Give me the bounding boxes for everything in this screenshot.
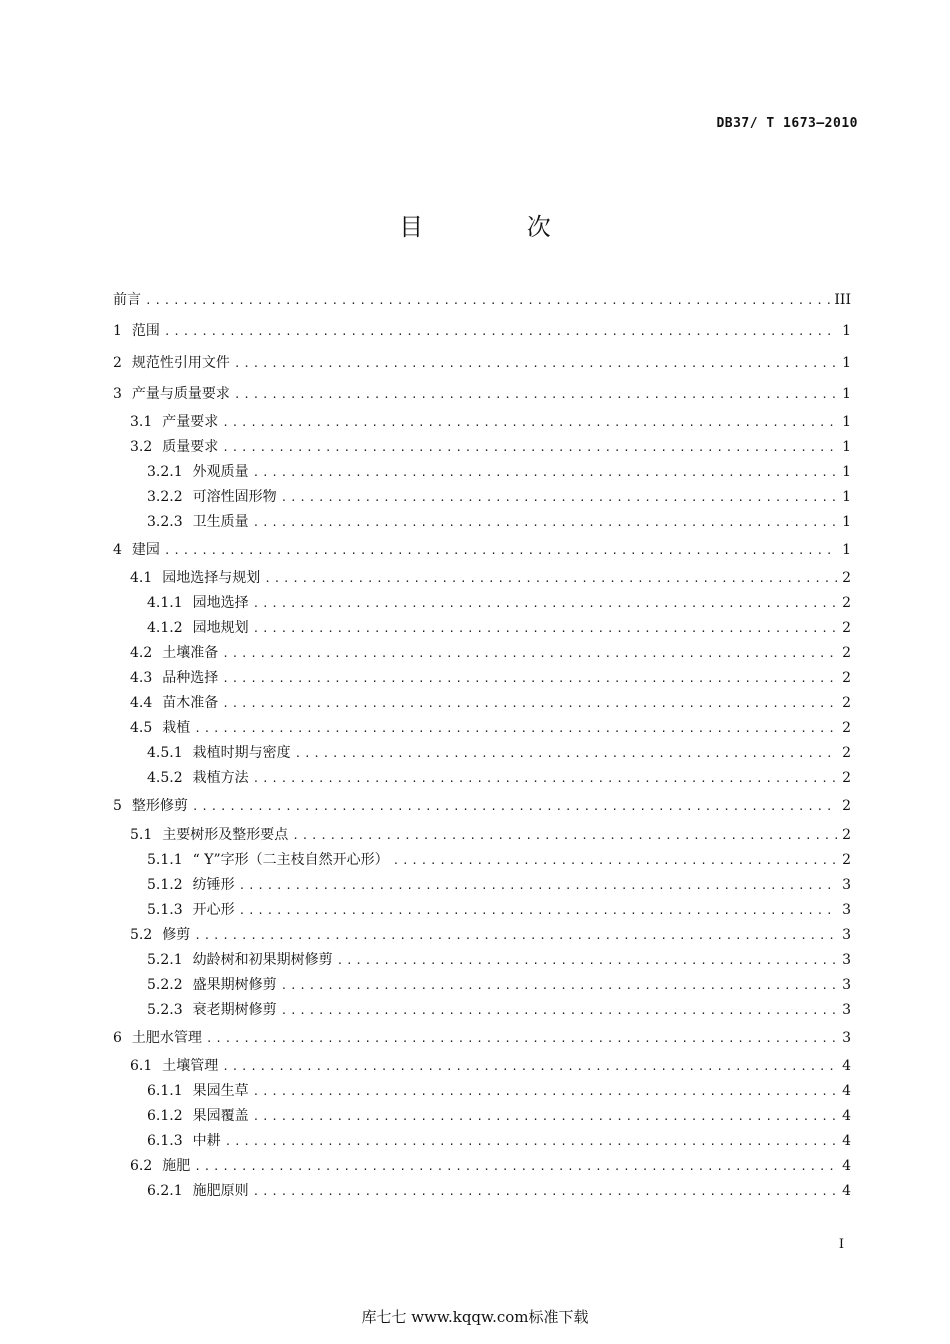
toc-entry-label: 幼龄树和初果期树修剪 (192, 951, 333, 968)
toc-entry-page: 1 (842, 323, 851, 340)
toc-entry-number: 3.2.1 (147, 464, 183, 481)
dot-leader (239, 898, 837, 923)
dot-leader (239, 873, 837, 898)
toc-entry-label: 土肥水管理 (131, 1029, 202, 1046)
toc-entry-page: 3 (842, 926, 851, 943)
toc-entry-label: 可溶性固形物 (192, 489, 277, 506)
toc-entry-number: 3.2.3 (147, 514, 183, 531)
toc-entry-page: 1 (842, 385, 851, 402)
toc-entry-number: 6.2 (130, 1158, 153, 1175)
toc-entry-label: 修剪 (162, 926, 191, 943)
toc-entry-page: 3 (842, 1029, 851, 1046)
toc-entry-page: 3 (842, 976, 851, 993)
toc-entry[interactable] (113, 1104, 851, 1129)
dot-leader (192, 791, 837, 822)
toc-entry-label: 整形修剪 (131, 798, 188, 815)
toc-entry-page: 2 (842, 695, 851, 712)
toc-entry-number: 6.1 (130, 1058, 153, 1075)
toc-entry[interactable] (113, 435, 851, 460)
toc-entry-page: 4 (842, 1158, 851, 1175)
toc-entry-label: 苗木准备 (162, 695, 219, 712)
dot-leader (164, 535, 837, 566)
toc-entry-page: 2 (842, 670, 851, 687)
dot-leader (337, 948, 837, 973)
toc-entry-label: 园地选择与规划 (162, 570, 261, 587)
toc-entry-page: 4 (842, 1058, 851, 1075)
toc-entry-label: 果园覆盖 (192, 1108, 249, 1125)
toc-entry[interactable] (113, 410, 851, 435)
toc-entry-label: 栽植时期与密度 (192, 745, 291, 762)
dot-leader (393, 848, 837, 873)
toc-entry-label: 施肥 (162, 1158, 191, 1175)
toc-entry-label: 外观质量 (192, 464, 249, 481)
toc-entry-label: 规范性引用文件 (131, 354, 230, 371)
dot-leader (234, 379, 837, 410)
dot-leader (234, 348, 837, 379)
toc-entry-number: 5.1.3 (147, 901, 183, 918)
toc-entry-number: 5.2.1 (147, 951, 183, 968)
toc-entry-number: 4.1.2 (147, 620, 183, 637)
toc-entry-label: 土壤准备 (162, 645, 219, 662)
dot-leader (281, 485, 837, 510)
dot-leader (253, 766, 837, 791)
toc-entry[interactable] (113, 898, 851, 923)
toc-entry-number: 6.1.3 (147, 1133, 183, 1150)
toc-entry[interactable] (113, 948, 851, 973)
toc-entry[interactable] (113, 1129, 851, 1154)
toc-entry-number: 6.2.1 (147, 1183, 183, 1200)
toc-entry-label: 园地规划 (192, 620, 249, 637)
toc-entry[interactable] (113, 379, 851, 410)
toc-entry-page: 2 (842, 851, 851, 868)
toc-entry-page: 4 (842, 1083, 851, 1100)
toc-entry-label: 开心形 (192, 901, 235, 918)
toc-entry-number: 5.1.2 (147, 876, 183, 893)
toc-entry-label: 范围 (131, 323, 160, 340)
toc-entry-page: 2 (842, 720, 851, 737)
toc-entry[interactable] (113, 1079, 851, 1104)
toc-entry-number: 5 (113, 798, 122, 815)
dot-leader (164, 316, 837, 347)
page-number: I (838, 1237, 844, 1252)
toc-entry-page: 1 (842, 514, 851, 531)
footer-watermark: 库七七 www.kqqw.com标准下载 (361, 1308, 589, 1326)
dot-leader (206, 1023, 837, 1054)
dot-leader (194, 1154, 837, 1179)
dot-leader (253, 510, 837, 535)
toc-entry-page: 3 (842, 1001, 851, 1018)
toc-entry-number: 6.1.2 (147, 1108, 183, 1125)
toc-entry[interactable] (113, 1154, 851, 1179)
toc-entry[interactable] (113, 766, 851, 791)
toc-entry-label: 园地选择 (192, 595, 249, 612)
toc-entry-label: 主要树形及整形要点 (162, 826, 289, 843)
toc-entry-label: 质量要求 (162, 439, 219, 456)
toc-entry-page: 2 (842, 620, 851, 637)
toc-entry[interactable] (113, 485, 851, 510)
toc-entry-page: 2 (842, 826, 851, 843)
dot-leader (253, 591, 837, 616)
toc-entry-page: 1 (842, 439, 851, 456)
toc-entry-label: 土壤管理 (162, 1058, 219, 1075)
toc-entry-number: 3.2 (130, 439, 153, 456)
toc-entry-label: “ Y”字形（二主枝自然开心形） (192, 851, 389, 868)
toc-entry[interactable] (113, 566, 851, 591)
toc-entry-label: 果园生草 (192, 1083, 249, 1100)
toc-entry-page: 3 (842, 876, 851, 893)
toc-entry[interactable] (113, 1023, 851, 1054)
toc-entry[interactable] (113, 510, 851, 535)
toc-entry-page: 2 (842, 745, 851, 762)
toc-entry-label: 产量要求 (162, 414, 219, 431)
toc-entry[interactable] (113, 348, 851, 379)
dot-leader (253, 1179, 837, 1204)
toc-entry-label: 品种选择 (162, 670, 219, 687)
dot-leader (194, 716, 837, 741)
toc-entry-number: 6 (113, 1029, 122, 1046)
toc-entry-label: 栽植 (162, 720, 191, 737)
toc-entry-label: 盛果期树修剪 (192, 976, 277, 993)
toc-entry-label: 纺锤形 (192, 876, 235, 893)
dot-leader (281, 998, 837, 1023)
dot-leader (253, 1104, 837, 1129)
toc-entry-label: 施肥原则 (192, 1183, 249, 1200)
dot-leader (253, 616, 837, 641)
toc-entry-number: 6.1.1 (147, 1083, 183, 1100)
toc-entry-number: 4.1.1 (147, 595, 183, 612)
toc-entry-number: 5.2.2 (147, 976, 183, 993)
toc-entry-number: 5.1.1 (147, 851, 183, 868)
toc-entry-label: 卫生质量 (192, 514, 249, 531)
toc-entry-number: 3 (113, 385, 122, 402)
dot-leader (292, 823, 837, 848)
dot-leader (222, 691, 837, 716)
toc-entry-label: 中耕 (192, 1133, 221, 1150)
toc-entry-number: 3.1 (130, 414, 153, 431)
toc-entry[interactable] (113, 791, 851, 822)
toc-entry[interactable] (113, 691, 851, 716)
toc-entry-number: 4.5.2 (147, 770, 183, 787)
toc-entry-page: 3 (842, 951, 851, 968)
toc-entry-page: 4 (842, 1183, 851, 1200)
toc-entry-page: 2 (842, 645, 851, 662)
toc-entry[interactable] (113, 848, 851, 873)
toc-entry-number: 2 (113, 354, 122, 371)
toc-entry-page: 1 (842, 542, 851, 559)
toc-entry-number: 5.1 (130, 826, 153, 843)
toc-entry-page: 4 (842, 1133, 851, 1150)
dot-leader (222, 641, 837, 666)
dot-leader (222, 410, 837, 435)
toc-entry-number: 4.1 (130, 570, 153, 587)
toc-entry-number: 5.2.3 (147, 1001, 183, 1018)
toc-entry[interactable] (113, 591, 851, 616)
toc-entry[interactable] (113, 998, 851, 1023)
toc-entry-page: 2 (842, 595, 851, 612)
toc-entry-page: 1 (842, 464, 851, 481)
toc-entry-page: 2 (842, 570, 851, 587)
table-of-contents (113, 285, 851, 1204)
toc-entry[interactable] (113, 616, 851, 641)
toc-entry-page: 1 (842, 489, 851, 506)
toc-entry[interactable] (113, 316, 851, 347)
dot-leader (222, 435, 837, 460)
dot-leader (253, 460, 837, 485)
dot-leader (253, 1079, 837, 1104)
dot-leader (222, 666, 837, 691)
toc-entry-page: 1 (842, 414, 851, 431)
toc-entry[interactable] (113, 1054, 851, 1079)
dot-leader (281, 973, 837, 998)
toc-entry[interactable] (113, 716, 851, 741)
toc-entry-number: 4.2 (130, 645, 153, 662)
toc-entry-page: III (834, 292, 851, 308)
dot-leader (145, 285, 830, 316)
toc-entry-label: 产量与质量要求 (131, 385, 230, 402)
toc-entry-page: 2 (842, 798, 851, 815)
toc-entry-number: 5.2 (130, 926, 153, 943)
toc-entry[interactable] (113, 535, 851, 566)
toc-entry[interactable] (113, 741, 851, 766)
dot-leader (295, 741, 837, 766)
toc-entry[interactable] (113, 641, 851, 666)
dot-leader (222, 1054, 837, 1079)
toc-entry-label: 衰老期树修剪 (192, 1001, 277, 1018)
toc-entry-number: 4.5.1 (147, 745, 183, 762)
toc-entry-number: 4 (113, 542, 122, 559)
dot-leader (194, 923, 837, 948)
toc-entry[interactable] (113, 923, 851, 948)
document-code: DB37/ T 1673—2010 (716, 116, 858, 131)
toc-entry-page: 2 (842, 770, 851, 787)
toc-entry-number: 4.3 (130, 670, 153, 687)
toc-entry-page: 4 (842, 1108, 851, 1125)
toc-entry[interactable] (113, 1179, 851, 1204)
dot-leader (264, 566, 837, 591)
page-title: 目 次 (399, 213, 599, 241)
toc-entry[interactable] (113, 285, 851, 316)
toc-entry-page: 1 (842, 354, 851, 371)
toc-entry-label: 栽植方法 (192, 770, 249, 787)
toc-entry-label: 前言 (113, 292, 141, 308)
toc-entry-number: 4.4 (130, 695, 153, 712)
toc-entry[interactable] (113, 873, 851, 898)
toc-entry[interactable] (113, 666, 851, 691)
toc-entry-number: 3.2.2 (147, 489, 183, 506)
toc-entry-number: 4.5 (130, 720, 153, 737)
toc-entry-page: 3 (842, 901, 851, 918)
toc-entry[interactable] (113, 460, 851, 485)
toc-entry-label: 建园 (131, 542, 160, 559)
toc-entry[interactable] (113, 823, 851, 848)
dot-leader (225, 1129, 837, 1154)
toc-entry[interactable] (113, 973, 851, 998)
toc-entry-number: 1 (113, 323, 122, 340)
